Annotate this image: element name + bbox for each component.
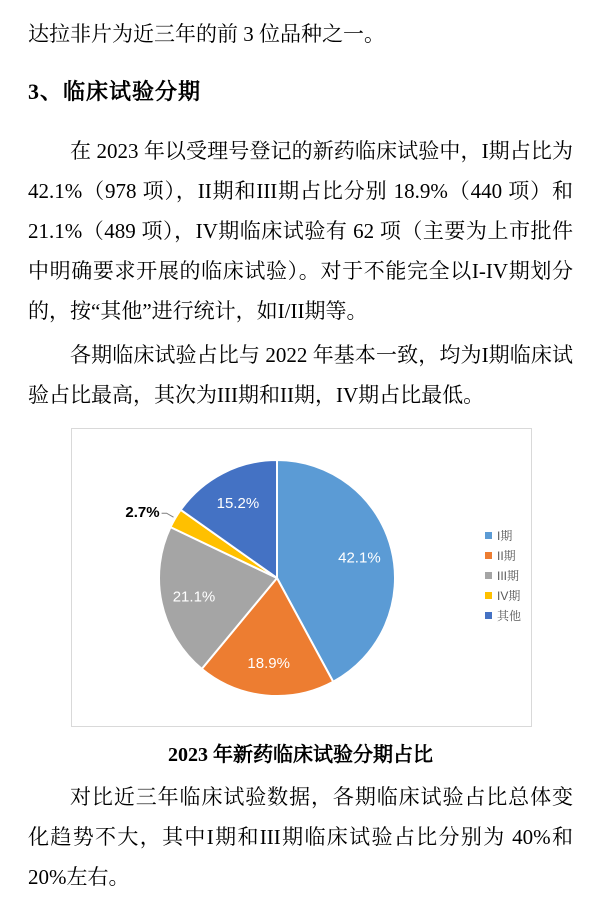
paragraph-three-year-trend: 对比近三年临床试验数据，各期临床试验占比总体变化趋势不大，其中I期和III期临床试验占比分别为 40%和 20%左右。 [28, 785, 573, 889]
paragraph-phase-statistics: 在 2023 年以受理号登记的新药临床试验中，I期占比为 42.1%（978 项），II期和III期占比分别 18.9%（440 项）和 21.1%（489 项），IV期临床试验有 62 项（主要为上市批件中明确要求开展的临床试验）。对于不能完全以I-IV期划分的，按“其他”进行统计，如I/II期等。 [28, 139, 573, 323]
legend-item-2 [485, 545, 521, 565]
legend-label: IV期 [497, 588, 521, 603]
pie-slice-label: 42.1% [338, 549, 381, 567]
legend-marker [485, 532, 492, 539]
legend-item-5 [485, 605, 521, 625]
pie-svg [72, 429, 531, 726]
pie-slice-label-outside: 2.7% [125, 504, 160, 522]
legend-item-4 [485, 585, 521, 605]
chart-caption: 2023 年新药临床试验分期占比 [168, 744, 433, 766]
legend-marker [485, 572, 492, 579]
legend-label: I期 [497, 528, 513, 543]
legend-marker [485, 592, 492, 599]
section-heading: 3、临床试验分期 [28, 79, 202, 104]
legend-label: III期 [497, 568, 520, 583]
paragraph-comparison-2022: 各期临床试验占比与 2022 年基本一致，均为I期临床试验占比最高，其次为III期和II期，IV期占比最低。 [28, 343, 573, 407]
pie-chart [71, 428, 532, 727]
pie-slice-label: 15.2% [216, 494, 260, 512]
pie-chart-figure [28, 428, 573, 727]
legend-marker [485, 552, 492, 559]
legend-label: 其他 [497, 608, 522, 623]
chart-legend [485, 525, 521, 625]
legend-item-1 [485, 525, 521, 545]
pie-slice-label: 18.9% [247, 654, 290, 672]
legend-item-3 [485, 565, 521, 585]
legend-marker [485, 612, 492, 619]
intro-text: 达拉非片为近三年的前 3 位品种之一。 [28, 22, 385, 46]
pie-slice-label: 21.1% [172, 588, 216, 606]
legend-label: II期 [497, 548, 516, 563]
label-leader-line [162, 513, 174, 517]
